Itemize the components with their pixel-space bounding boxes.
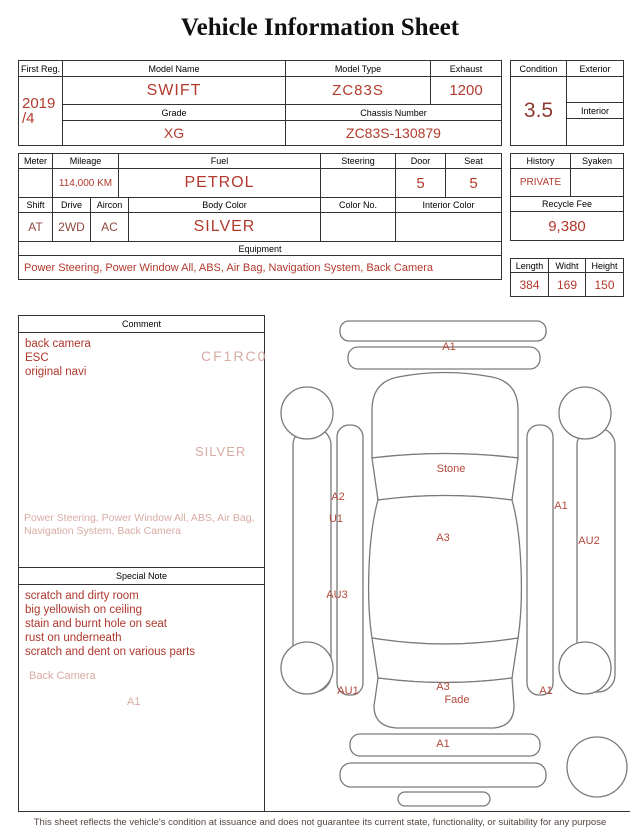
hood-shape bbox=[372, 373, 518, 459]
mileage-label: Mileage bbox=[53, 154, 119, 169]
bottom-divider bbox=[18, 811, 630, 812]
damage-marker: A1 bbox=[539, 685, 553, 697]
damage-marker: A2 bbox=[331, 491, 345, 503]
body-color-value: SILVER bbox=[129, 213, 321, 241]
exhaust-label: Exhaust bbox=[431, 61, 501, 77]
condition-value: 3.5 bbox=[511, 77, 567, 145]
exterior-value bbox=[567, 77, 623, 103]
ghost-text: Back Camera bbox=[29, 670, 96, 682]
front-left-wheel bbox=[281, 387, 333, 439]
rear-right-wheel bbox=[559, 642, 611, 694]
damage-marker: U1 bbox=[328, 513, 344, 525]
interior-label: Interior bbox=[567, 103, 623, 119]
ghost-text: CF1RC0 bbox=[201, 348, 268, 364]
shift-label: Shift bbox=[19, 198, 53, 213]
interior-color-label: Interior Color bbox=[396, 198, 501, 213]
first-reg-label: First Reg. bbox=[19, 61, 63, 77]
special-note-box bbox=[18, 568, 265, 811]
special-note-line: stain and burnt hole on seat bbox=[25, 618, 167, 630]
chassis-number-value: ZC83S-130879 bbox=[346, 125, 441, 141]
page-title: Vehicle Information Sheet bbox=[180, 14, 460, 41]
special-note-body bbox=[19, 585, 264, 663]
shift-value: AT bbox=[19, 213, 53, 241]
damage-marker: A3 bbox=[436, 532, 450, 544]
comment-line: back camera bbox=[25, 338, 91, 350]
spare-wheel bbox=[567, 737, 627, 797]
history-label: History bbox=[511, 154, 571, 169]
condition-table bbox=[510, 60, 624, 146]
special-note-line: big yellowish on ceiling bbox=[25, 604, 142, 616]
height-value: 150 bbox=[594, 277, 615, 292]
grade-label: Grade bbox=[63, 105, 286, 121]
damage-marker: A1 bbox=[442, 341, 456, 353]
equipment-value: Power Steering, Power Window All, ABS, Air Bag, Navigation System, Back Camera bbox=[24, 261, 434, 274]
recycle-fee-label: Recycle Fee bbox=[511, 197, 623, 212]
comment-box bbox=[18, 315, 268, 568]
drive-label: Drive bbox=[53, 198, 91, 213]
damage-marker: Stone bbox=[436, 463, 466, 475]
seat-value: 5 bbox=[469, 174, 478, 192]
seat-label: Seat bbox=[446, 154, 501, 169]
equipment-table bbox=[18, 242, 502, 280]
steering-value bbox=[321, 169, 396, 197]
front-right-wheel bbox=[559, 387, 611, 439]
body-color-label: Body Color bbox=[129, 198, 321, 213]
model-type-label: Model Type bbox=[286, 61, 431, 77]
color-no-value bbox=[321, 213, 396, 241]
aircon-label: Aircon bbox=[91, 198, 129, 213]
rear-left-wheel bbox=[281, 642, 333, 694]
special-note-line: rust on underneath bbox=[25, 632, 122, 644]
damage-marker: AU3 bbox=[326, 589, 348, 601]
damage-marker: Fade bbox=[444, 694, 470, 706]
drive-value: 2WD bbox=[53, 213, 91, 241]
comment-line: original navi bbox=[25, 366, 87, 378]
model-name-label: Model Name bbox=[63, 61, 286, 77]
door-value: 5 bbox=[396, 169, 446, 197]
rear-plate-shape bbox=[398, 792, 490, 806]
length-label: Length bbox=[511, 259, 549, 273]
model-type-value: ZC83S bbox=[286, 77, 431, 105]
exhaust-value: 1200 bbox=[431, 77, 501, 105]
windshield-shape bbox=[372, 454, 518, 501]
registration-table bbox=[18, 60, 502, 146]
history-value: PRIVATE bbox=[511, 169, 571, 197]
equipment-label: Equipment bbox=[19, 242, 501, 256]
syaken-label: Syaken bbox=[571, 154, 623, 169]
exterior-label: Exterior bbox=[567, 61, 623, 77]
door-label: Door bbox=[396, 154, 446, 169]
dimensions-table bbox=[510, 258, 624, 297]
special-note-line: scratch and dirty room bbox=[25, 590, 139, 602]
mileage-value: 114,000 KM bbox=[53, 169, 119, 197]
fuel-value: PETROL bbox=[119, 169, 321, 197]
grade-value: XG bbox=[63, 121, 286, 145]
first-reg-value bbox=[19, 77, 63, 145]
width-value: 169 bbox=[549, 273, 586, 296]
specs-table-upper bbox=[18, 153, 502, 198]
special-note-line: scratch and dent on various parts bbox=[25, 646, 196, 658]
specs-table-lower bbox=[18, 198, 502, 242]
special-note-header: Special Note bbox=[19, 568, 264, 585]
comment-header: Comment bbox=[19, 316, 264, 333]
width-label: Widht bbox=[549, 259, 586, 273]
car-damage-diagram bbox=[268, 310, 630, 815]
roof-shape bbox=[369, 496, 522, 645]
height-label: Height bbox=[586, 259, 623, 273]
ghost-text: SILVER bbox=[195, 444, 247, 459]
chassis-number-label: Chassis Number bbox=[286, 105, 501, 121]
meter-label: Meter bbox=[19, 154, 53, 169]
front-bumper-shape bbox=[340, 321, 546, 341]
right-rocker-shape bbox=[527, 425, 553, 695]
model-name-value: SWIFT bbox=[63, 77, 286, 105]
damage-marker: A1 bbox=[436, 738, 450, 750]
interior-value bbox=[567, 119, 623, 145]
meter-value bbox=[19, 169, 53, 197]
fuel-label: Fuel bbox=[119, 154, 321, 169]
color-no-label: Color No. bbox=[321, 198, 396, 213]
first-reg-month: /4 bbox=[22, 110, 35, 127]
length-value: 384 bbox=[511, 273, 549, 296]
left-rocker-shape bbox=[337, 425, 363, 695]
ghost-text: A1 bbox=[127, 696, 141, 708]
aircon-value: AC bbox=[91, 213, 129, 241]
interior-color-value bbox=[396, 213, 501, 241]
steering-label: Steering bbox=[321, 154, 396, 169]
damage-marker: A1 bbox=[554, 500, 568, 512]
syaken-value bbox=[571, 169, 623, 197]
damage-marker: AU2 bbox=[578, 535, 600, 547]
ghost-text: Power Steering, Power Window All, ABS, Air Bag, Navigation System, Back Camera bbox=[24, 512, 255, 537]
recycle-fee-value: 9,380 bbox=[548, 217, 586, 235]
damage-marker: AU1 bbox=[337, 685, 359, 697]
disclaimer: This sheet reflects the vehicle's condition at issuance and does not guarantee its current state, functionality, or suitability for any purpose bbox=[33, 817, 607, 828]
damage-marker: A3 bbox=[436, 681, 450, 693]
comment-line: ESC bbox=[25, 352, 49, 364]
condition-label: Condition bbox=[511, 61, 567, 77]
rear-bumper-lower-shape bbox=[340, 763, 546, 787]
rear-window-shape bbox=[372, 638, 518, 683]
first-reg-year: 2019 bbox=[22, 95, 56, 112]
history-table bbox=[510, 153, 624, 241]
